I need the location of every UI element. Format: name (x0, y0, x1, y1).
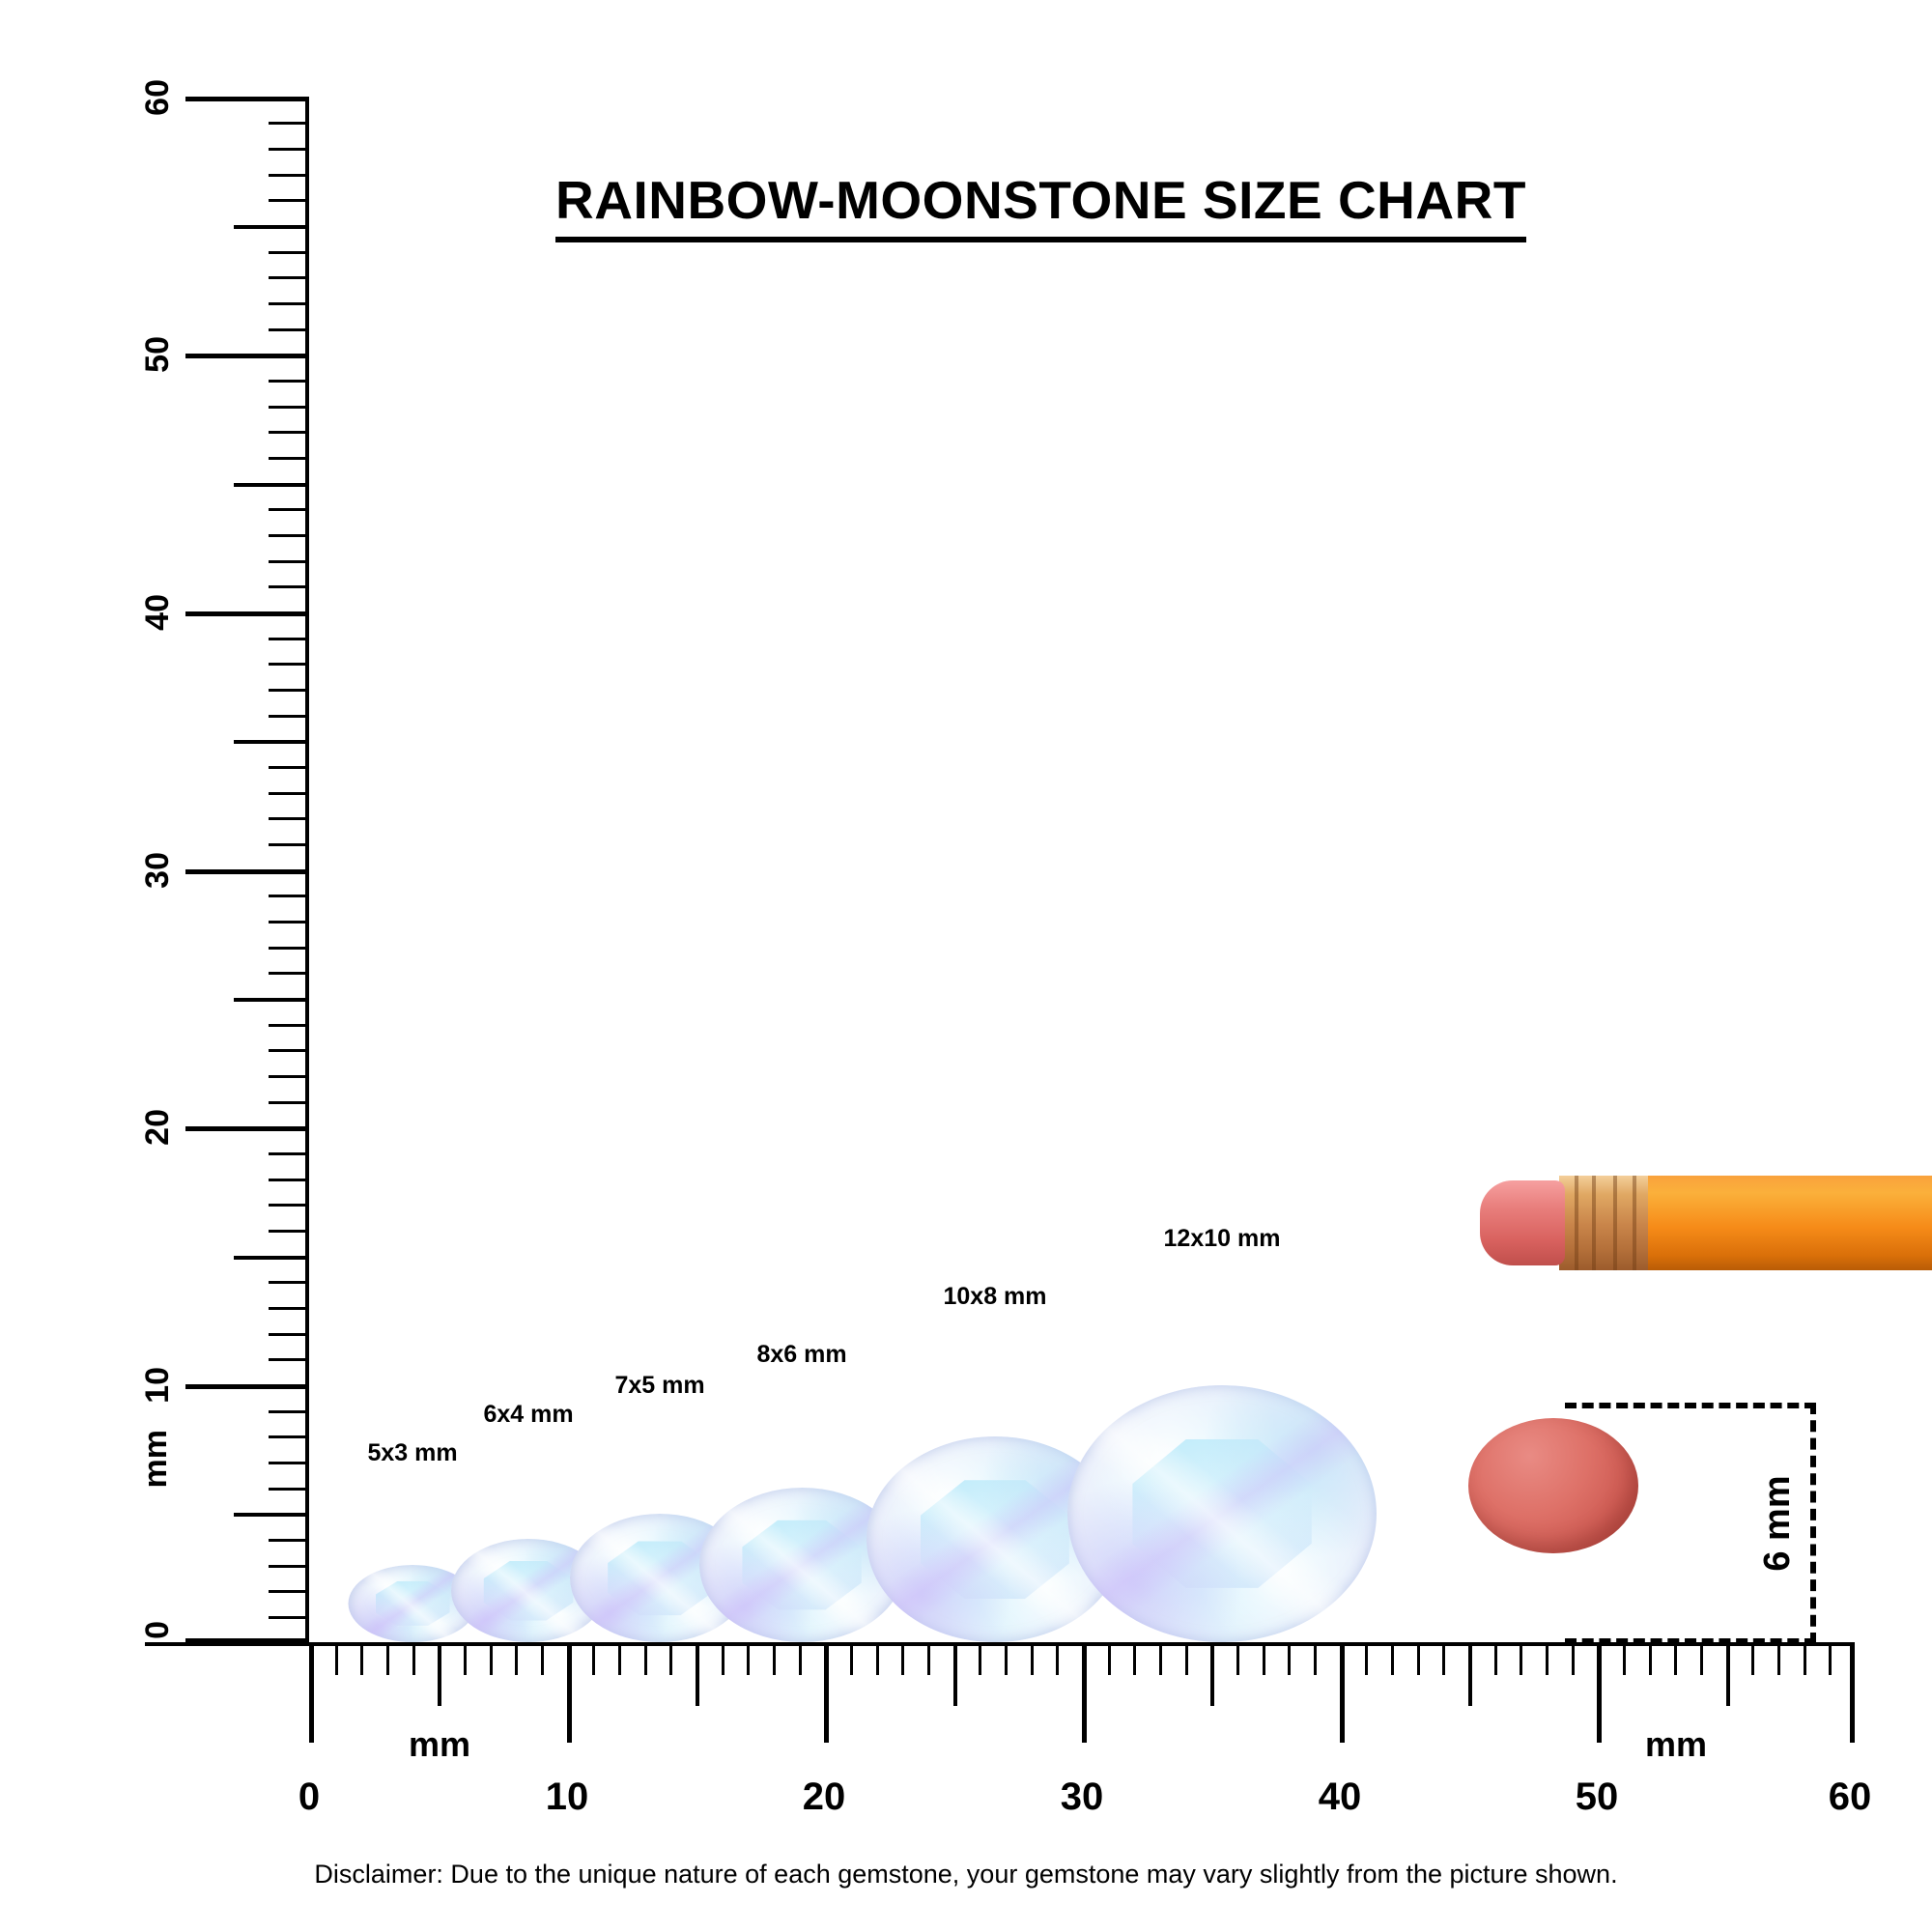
vertical-tick-minor (269, 817, 309, 820)
horizontal-tick-minor (386, 1642, 389, 1675)
horizontal-tick-minor (335, 1642, 338, 1675)
gem-item-12x10[interactable] (1067, 1225, 1377, 1642)
horizontal-tick-minor (1442, 1642, 1445, 1675)
horizontal-tick-mid (953, 1642, 957, 1706)
vertical-label-40: 40 (139, 594, 176, 631)
vertical-tick-minor (269, 302, 309, 305)
horizontal-tick-minor (412, 1642, 415, 1675)
horizontal-tick-minor (1520, 1642, 1522, 1675)
vertical-tick-minor (269, 1307, 309, 1310)
horizontal-tick-minor (1031, 1642, 1034, 1675)
gem-label: 6x4 mm (483, 1401, 574, 1428)
horizontal-tick-minor (1056, 1642, 1059, 1675)
horizontal-tick-minor (1185, 1642, 1188, 1675)
vertical-label-20: 20 (139, 1109, 176, 1146)
horizontal-tick-minor (850, 1642, 853, 1675)
vertical-tick-minor (269, 895, 309, 897)
horizontal-tick-minor (1263, 1642, 1265, 1675)
vertical-tick-minor (269, 122, 309, 125)
vertical-tick-minor (269, 1230, 309, 1233)
horizontal-tick-10 (567, 1642, 572, 1743)
vertical-tick-30 (185, 869, 309, 874)
vertical-tick-minor (269, 843, 309, 846)
vertical-tick-minor (269, 1590, 309, 1593)
vertical-tick-minor (269, 276, 309, 279)
vertical-tick-minor (269, 1435, 309, 1438)
vertical-tick-10 (185, 1384, 309, 1389)
vertical-tick-minor (269, 1488, 309, 1491)
horizontal-ruler-unit-left: mm (408, 1724, 471, 1764)
disclaimer-text: Disclaimer: Due to the unique nature of each gemstone, your gemstone may vary slightly from the picture shown. (314, 1860, 1618, 1889)
bracket-top-line (1565, 1403, 1816, 1408)
horizontal-tick-minor (747, 1642, 750, 1675)
ferrule-ring (1613, 1176, 1617, 1270)
vertical-label-30: 30 (139, 852, 176, 889)
vertical-ruler-unit: mm (137, 1430, 174, 1489)
vertical-tick-minor (269, 1462, 309, 1464)
vertical-tick-minor (269, 638, 309, 640)
horizontal-tick-minor (1546, 1642, 1548, 1675)
vertical-tick-minor (269, 1024, 309, 1027)
gem-label: 12x10 mm (1163, 1225, 1281, 1252)
horizontal-label-60: 60 (1828, 1776, 1872, 1818)
vertical-tick-minor (269, 585, 309, 588)
vertical-tick-minor (269, 689, 309, 692)
vertical-tick-minor (269, 766, 309, 769)
horizontal-tick-minor (927, 1642, 930, 1675)
vertical-tick-minor (269, 560, 309, 563)
horizontal-tick-minor (1159, 1642, 1162, 1675)
vertical-tick-20 (185, 1126, 309, 1131)
vertical-tick-minor (269, 174, 309, 177)
horizontal-tick-minor (1623, 1642, 1626, 1675)
horizontal-tick-0 (309, 1642, 314, 1743)
horizontal-tick-minor (1365, 1642, 1368, 1675)
vertical-ruler (139, 79, 309, 1642)
bracket-right-line (1810, 1403, 1816, 1644)
horizontal-tick-minor (1108, 1642, 1111, 1675)
vertical-tick-mid (234, 740, 309, 744)
horizontal-tick-minor (1649, 1642, 1652, 1675)
gem-label: 5x3 mm (367, 1439, 458, 1466)
vertical-tick-minor (269, 457, 309, 460)
horizontal-label-40: 40 (1318, 1776, 1362, 1818)
pencil-reference (1468, 1172, 1932, 1276)
horizontal-tick-minor (1572, 1642, 1575, 1675)
vertical-tick-60 (185, 97, 309, 101)
horizontal-label-30: 30 (1060, 1776, 1104, 1818)
horizontal-tick-minor (1133, 1642, 1136, 1675)
horizontal-tick-30 (1082, 1642, 1087, 1743)
horizontal-tick-minor (799, 1642, 802, 1675)
vertical-tick-minor (269, 663, 309, 666)
vertical-tick-mid (234, 1513, 309, 1517)
vertical-tick-minor (269, 947, 309, 950)
vertical-tick-minor (269, 1152, 309, 1155)
vertical-tick-minor (269, 1179, 309, 1181)
gem-label: 10x8 mm (943, 1283, 1047, 1310)
horizontal-ruler (145, 1642, 1855, 1768)
vertical-tick-minor (269, 921, 309, 923)
vertical-tick-minor (269, 251, 309, 254)
horizontal-tick-minor (979, 1642, 981, 1675)
vertical-tick-mid (234, 998, 309, 1002)
ferrule-ring (1575, 1176, 1578, 1270)
horizontal-label-10: 10 (545, 1776, 589, 1818)
vertical-tick-minor (269, 1101, 309, 1104)
vertical-tick-minor (269, 1333, 309, 1336)
vertical-tick-minor (269, 1616, 309, 1619)
horizontal-tick-minor (1314, 1642, 1317, 1675)
horizontal-tick-20 (824, 1642, 829, 1743)
horizontal-tick-minor (1236, 1642, 1239, 1675)
vertical-tick-minor (269, 972, 309, 975)
vertical-tick-minor (269, 792, 309, 795)
horizontal-tick-mid (1468, 1642, 1472, 1706)
gem-label: 7x5 mm (614, 1372, 705, 1399)
horizontal-tick-minor (1288, 1642, 1291, 1675)
vertical-tick-minor (269, 431, 309, 434)
vertical-tick-50 (185, 354, 309, 358)
horizontal-tick-minor (464, 1642, 467, 1675)
horizontal-tick-minor (669, 1642, 672, 1675)
vertical-tick-minor (269, 1410, 309, 1413)
horizontal-tick-40 (1340, 1642, 1345, 1743)
vertical-tick-minor (269, 328, 309, 331)
horizontal-tick-mid (1726, 1642, 1730, 1706)
vertical-tick-minor (269, 199, 309, 202)
horizontal-tick-minor (1829, 1642, 1832, 1675)
ferrule-ring (1633, 1176, 1636, 1270)
horizontal-tick-50 (1597, 1642, 1602, 1743)
page-title: RAINBOW-MOONSTONE SIZE CHART (555, 169, 1526, 242)
horizontal-tick-minor (1804, 1642, 1806, 1675)
horizontal-tick-minor (1700, 1642, 1703, 1675)
horizontal-ruler-unit-right: mm (1644, 1724, 1708, 1764)
vertical-label-50: 50 (139, 336, 176, 373)
vertical-tick-mid (234, 1256, 309, 1260)
horizontal-tick-minor (1005, 1642, 1008, 1675)
vertical-tick-minor (269, 1049, 309, 1052)
horizontal-tick-minor (1751, 1642, 1754, 1675)
vertical-tick-minor (269, 148, 309, 151)
vertical-tick-minor (269, 1075, 309, 1078)
horizontal-tick-minor (773, 1642, 776, 1675)
pencil-body (1644, 1176, 1932, 1270)
horizontal-tick-minor (592, 1642, 595, 1675)
horizontal-tick-minor (360, 1642, 363, 1675)
horizontal-tick-mid (438, 1642, 441, 1706)
vertical-tick-minor (269, 1539, 309, 1542)
vertical-tick-minor (269, 508, 309, 511)
vertical-tick-mid (234, 483, 309, 487)
horizontal-tick-minor (1674, 1642, 1677, 1675)
horizontal-tick-minor (876, 1642, 879, 1675)
horizontal-label-0: 0 (298, 1776, 321, 1818)
horizontal-tick-minor (490, 1642, 493, 1675)
horizontal-tick-60 (1850, 1642, 1855, 1743)
vertical-tick-minor (269, 1281, 309, 1284)
gem-label: 8x6 mm (756, 1341, 847, 1368)
horizontal-tick-mid (696, 1642, 699, 1706)
horizontal-label-50: 50 (1575, 1776, 1619, 1818)
horizontal-tick-minor (644, 1642, 647, 1675)
horizontal-tick-minor (722, 1642, 724, 1675)
vertical-tick-minor (269, 406, 309, 409)
gem-shape (1067, 1385, 1377, 1642)
vertical-tick-minor (269, 1565, 309, 1568)
vertical-label-0: 0 (139, 1621, 176, 1639)
eraser-size-bracket (1565, 1403, 1816, 1644)
vertical-tick-minor (269, 1204, 309, 1207)
pencil-ferrule (1559, 1176, 1648, 1270)
horizontal-tick-minor (541, 1642, 544, 1675)
horizontal-tick-minor (1417, 1642, 1420, 1675)
ferrule-ring (1592, 1176, 1596, 1270)
horizontal-tick-minor (515, 1642, 518, 1675)
vertical-label-10: 10 (139, 1367, 176, 1404)
horizontal-tick-minor (618, 1642, 621, 1675)
vertical-label-60: 60 (139, 79, 176, 116)
vertical-tick-mid (234, 225, 309, 229)
vertical-tick-minor (269, 1358, 309, 1361)
horizontal-tick-minor (1391, 1642, 1394, 1675)
horizontal-tick-minor (1494, 1642, 1497, 1675)
bracket-label: 6 mm (1757, 1475, 1798, 1572)
horizontal-label-20: 20 (802, 1776, 846, 1818)
horizontal-tick-mid (1210, 1642, 1214, 1706)
vertical-tick-minor (269, 715, 309, 718)
vertical-tick-40 (185, 611, 309, 616)
horizontal-tick-minor (1777, 1642, 1780, 1675)
pencil-eraser (1480, 1180, 1565, 1265)
vertical-tick-minor (269, 534, 309, 537)
vertical-tick-minor (269, 380, 309, 383)
horizontal-tick-minor (901, 1642, 904, 1675)
